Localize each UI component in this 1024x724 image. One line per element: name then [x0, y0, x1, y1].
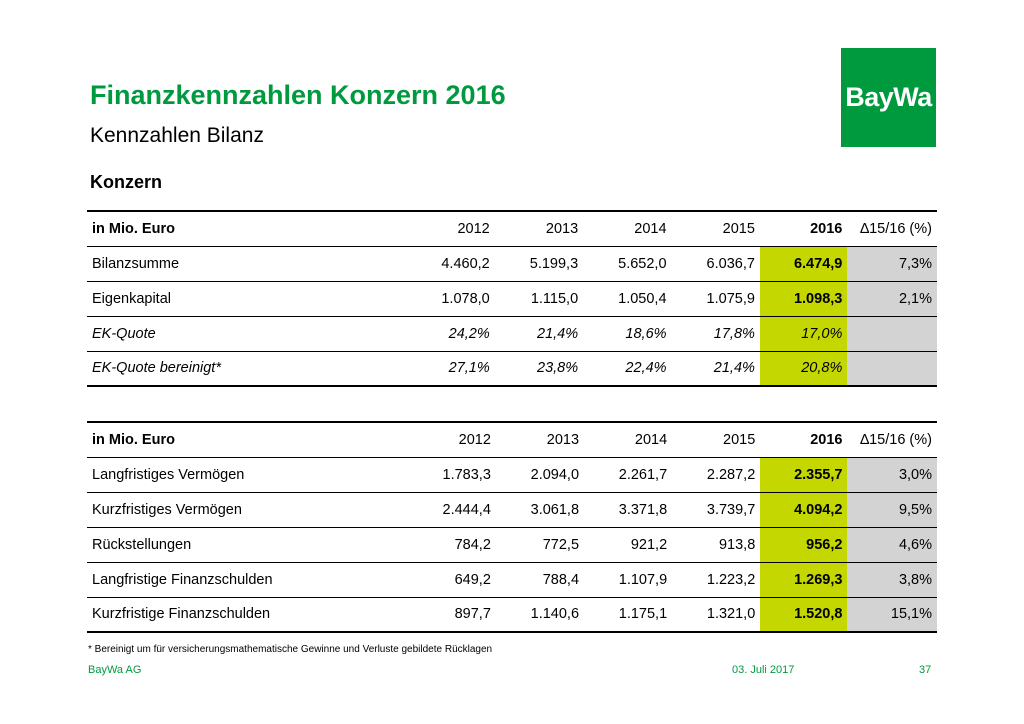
cell-2015: 17,8% — [672, 316, 760, 351]
footnote: * Bereinigt um für versicherungsmathematische Gewinne und Verluste gebildete Rücklagen — [88, 644, 493, 655]
row-label: Kurzfristiges Vermögen — [87, 492, 408, 527]
cell-2014: 22,4% — [583, 351, 671, 386]
row-label: Bilanzsumme — [87, 246, 406, 281]
cell-delta: 15,1% — [847, 597, 937, 632]
row-label: Eigenkapital — [87, 281, 406, 316]
cell-2015: 3.739,7 — [672, 492, 760, 527]
table-row — [87, 527, 937, 562]
row-label: Langfristige Finanzschulden — [87, 562, 408, 597]
table-row — [87, 246, 937, 281]
cell-2013: 772,5 — [496, 527, 584, 562]
cell-2013: 21,4% — [495, 316, 583, 351]
footer-company: BayWa AG — [88, 664, 142, 676]
cell-2013: 1.115,0 — [495, 281, 583, 316]
cell-2013: 788,4 — [496, 562, 584, 597]
cell-2016: 20,8% — [760, 351, 847, 386]
table-row — [87, 492, 937, 527]
row-label: Rückstellungen — [87, 527, 408, 562]
cell-delta: 3,0% — [847, 457, 937, 492]
header-cell-label: in Mio. Euro — [87, 211, 406, 246]
row-label: Kurzfristige Finanzschulden — [87, 597, 408, 632]
header-cell-2012: 2012 — [408, 422, 496, 457]
header-cell-2012: 2012 — [406, 211, 494, 246]
baywa-logo: BayWa — [841, 48, 936, 147]
table-row — [87, 457, 937, 492]
balance-table-2 — [87, 421, 937, 633]
cell-delta — [847, 316, 937, 351]
cell-2012: 1.078,0 — [406, 281, 494, 316]
cell-2012: 1.783,3 — [408, 457, 496, 492]
table-row — [87, 562, 937, 597]
cell-2015: 1.075,9 — [672, 281, 760, 316]
cell-2015: 1.321,0 — [672, 597, 760, 632]
table-header-row — [87, 422, 937, 457]
table-row — [87, 597, 937, 632]
header-cell-delta: ∆15/16 (%) — [847, 211, 937, 246]
cell-2015: 1.223,2 — [672, 562, 760, 597]
cell-2013: 3.061,8 — [496, 492, 584, 527]
cell-delta: 4,6% — [847, 527, 937, 562]
header-cell-2013: 2013 — [495, 211, 583, 246]
header-cell-2015: 2015 — [672, 422, 760, 457]
header-cell-2016: 2016 — [760, 422, 847, 457]
cell-2012: 897,7 — [408, 597, 496, 632]
cell-delta: 3,8% — [847, 562, 937, 597]
cell-2016: 6.474,9 — [760, 246, 847, 281]
cell-2015: 21,4% — [672, 351, 760, 386]
cell-2013: 2.094,0 — [496, 457, 584, 492]
section-heading: Konzern — [90, 172, 162, 192]
cell-2016: 956,2 — [760, 527, 847, 562]
cell-2014: 5.652,0 — [583, 246, 671, 281]
header-cell-2015: 2015 — [672, 211, 760, 246]
cell-2012: 24,2% — [406, 316, 494, 351]
header-cell-2016: 2016 — [760, 211, 847, 246]
row-label: EK-Quote — [87, 316, 406, 351]
cell-2014: 1.175,1 — [584, 597, 672, 632]
row-label: EK-Quote bereinigt* — [87, 351, 406, 386]
page-number: 37 — [919, 664, 932, 676]
table-row — [87, 316, 937, 351]
cell-2013: 23,8% — [495, 351, 583, 386]
page-subtitle: Kennzahlen Bilanz — [90, 124, 264, 147]
header-cell-label: in Mio. Euro — [87, 422, 408, 457]
cell-2013: 5.199,3 — [495, 246, 583, 281]
cell-2012: 784,2 — [408, 527, 496, 562]
footer-date: 03. Juli 2017 — [732, 664, 795, 676]
cell-2012: 2.444,4 — [408, 492, 496, 527]
table-row — [87, 351, 937, 386]
row-label: Langfristiges Vermögen — [87, 457, 408, 492]
header-cell-2014: 2014 — [583, 211, 671, 246]
cell-2012: 4.460,2 — [406, 246, 494, 281]
cell-2016: 1.520,8 — [760, 597, 847, 632]
cell-2015: 913,8 — [672, 527, 760, 562]
cell-delta: 9,5% — [847, 492, 937, 527]
cell-2014: 1.050,4 — [583, 281, 671, 316]
cell-2012: 649,2 — [408, 562, 496, 597]
cell-2016: 1.269,3 — [760, 562, 847, 597]
cell-2013: 1.140,6 — [496, 597, 584, 632]
cell-2014: 1.107,9 — [584, 562, 672, 597]
table-header-row — [87, 211, 937, 246]
cell-2014: 921,2 — [584, 527, 672, 562]
cell-2015: 2.287,2 — [672, 457, 760, 492]
cell-delta — [847, 351, 937, 386]
header-cell-delta: ∆15/16 (%) — [847, 422, 937, 457]
cell-delta: 7,3% — [847, 246, 937, 281]
page-title: Finanzkennzahlen Konzern 2016 — [90, 80, 506, 110]
cell-2015: 6.036,7 — [672, 246, 760, 281]
table-row — [87, 281, 937, 316]
cell-2014: 18,6% — [583, 316, 671, 351]
header-cell-2014: 2014 — [584, 422, 672, 457]
cell-2016: 2.355,7 — [760, 457, 847, 492]
cell-2016: 17,0% — [760, 316, 847, 351]
cell-2016: 4.094,2 — [760, 492, 847, 527]
cell-2014: 2.261,7 — [584, 457, 672, 492]
cell-2012: 27,1% — [406, 351, 494, 386]
cell-delta: 2,1% — [847, 281, 937, 316]
cell-2016: 1.098,3 — [760, 281, 847, 316]
cell-2014: 3.371,8 — [584, 492, 672, 527]
balance-table-1 — [87, 210, 937, 387]
header-cell-2013: 2013 — [496, 422, 584, 457]
